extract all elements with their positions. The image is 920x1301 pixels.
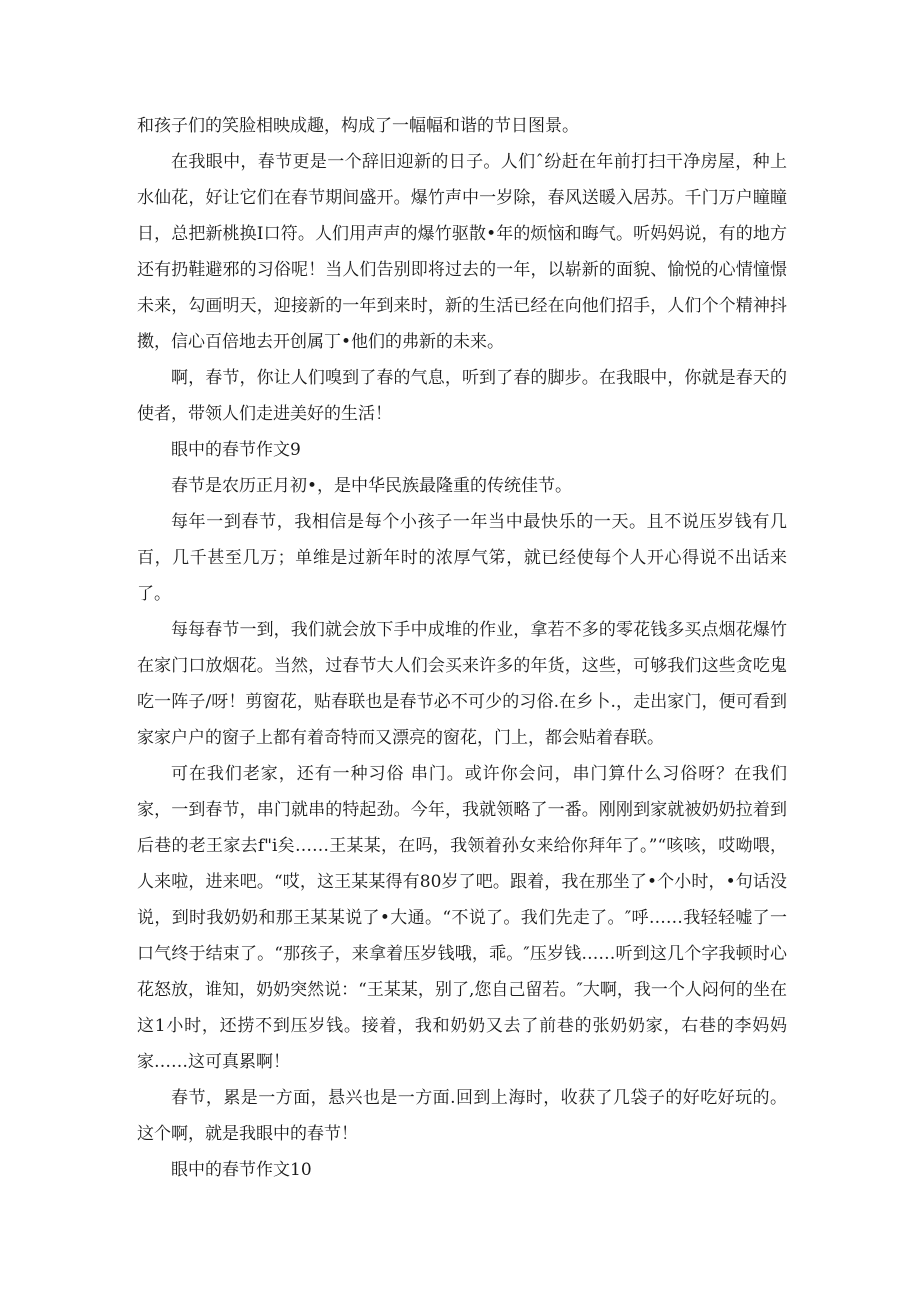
paragraph-spring-messenger: 啊，春节，你让人们嗅到了春的气息，听到了春的脚步。在我眼中，你就是春天的使者，带领人们走进美好的生活！ [137,368,787,424]
paragraph-festival-intro: 春节是农历正月初•，是中华民族最隆重的传统佳节。 [171,476,573,496]
paragraph-happiest-day: 每年一到春节，我相信是每个小孩子一年当中最快乐的一天。且不说压岁钱有几百，几千甚至几万；单维是过新年时的浓厚气笫，就已经使每个人开心得说不出话来了。 [137,512,787,604]
paragraph-conclusion: 春节，累是一方面，悬兴也是一方面.回到上海时，收获了几袋子的好吃好玩的。这个啊，就是我眼中的春节！ [137,1088,787,1144]
paragraph-continued: 和孩子们的笑脸相映成趣，构成了一幅幅和谐的节日图景。 [137,116,579,136]
paragraph-new-year-customs: 在我眼中，春节更是一个辞旧迎新的日子。人们ˆ纷赶在年前打扫干净房屋，种上水仙花，好让它们在春节期间盛开。爆竹声中一岁除，春风送暖入居苏。千门万户瞳瞳日，总把新桃换I口符。人们用声声的爆竹驱散•年的烦恼和晦气。听妈妈说，有的地方还有扔鞋避邪的习俗呢！当人们告别即将过去的一年，以崭新的面貌、愉悦的心情憧憬未来，勾画明天，迎接新的一年到来时，新的生活已经在向他们招手，人们个个精神抖擞，信心百倍地去开创属丁•他们的弗新的未来。 [137,152,787,352]
document-body [137,108,787,1188]
paragraph-fireworks-couplets: 每每春节一到，我们就会放下手中成堆的作业，拿若不多的零花钱多买点烟花爆竹在家门口放烟花。当然，过春节大人们会买来许多的年货，这些，可够我们这些贪吃鬼吃一阵子/呀！剪窗花，贴春联也是春节必不可少的习俗.在乡卜.，走出家门，便可看到家家户户的窗子上都有着奇特而又漂亮的窗花，门上，都会贴着春联。 [137,620,787,748]
essay-heading-10: 眼中的春节作文10 [171,1160,312,1180]
paragraph-visiting-custom: 可在我们老家，还有一种习俗 串门。或许你会问，串门算什么习俗呀？在我们家，一到春节，串门就串的特起劲。今年，我就领略了一番。刚刚到家就被奶奶拉着到后巷的老王家去f"i矣……王某某，在吗，我领着孙女来给你拜年了。”“咳咳，哎呦喂，人来啦，进来吧。“哎，这王某某得有80岁了吧。跟着，我在那坐了•个小时，•句话没说，到时我奶奶和那王某某说了•大通。“不说了。我们先走了。″呼……我轻轻嘘了一口气终于结束了。“那孩子，来拿着压岁钱哦，乖。″压岁钱……听到这几个字我顿时心花怒放，谁知，奶奶突然说：“王某某，别了,您自己留若。″大啊，我一个人闷何的坐在这1小时，还捞不到压岁钱。接着，我和奶奶又去了前巷的张奶奶家，右巷的李妈妈家……这可真累啊！ [137,764,787,1072]
essay-heading-9: 眼中的春节作文9 [171,440,301,460]
